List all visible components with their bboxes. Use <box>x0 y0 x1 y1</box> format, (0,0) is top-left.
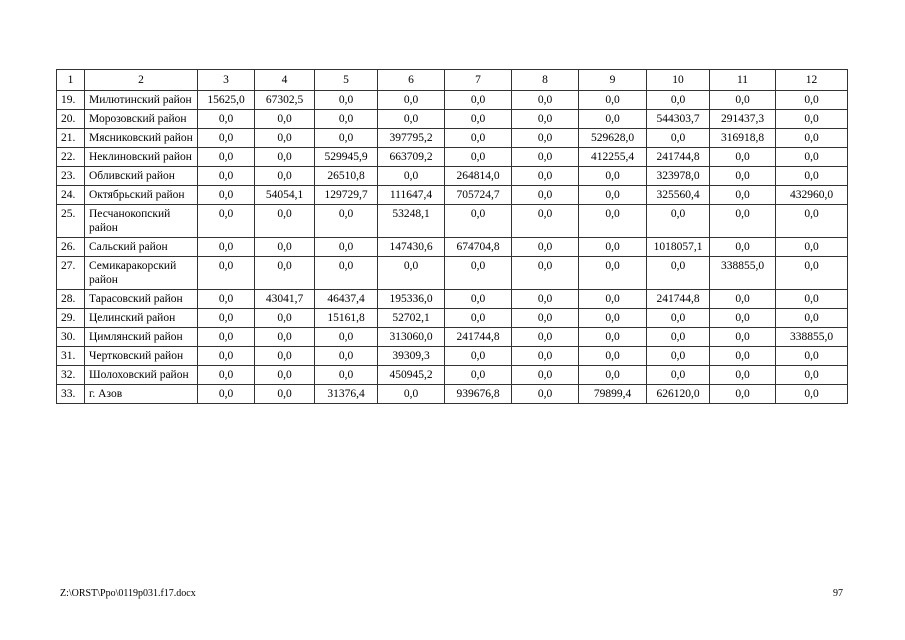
value-cell: 0,0 <box>776 366 848 385</box>
value-cell: 241744,8 <box>647 290 710 309</box>
table-row <box>57 257 848 290</box>
value-cell: 0,0 <box>255 257 315 290</box>
value-cell: 241744,8 <box>647 148 710 167</box>
value-cell: 0,0 <box>255 347 315 366</box>
value-cell: 0,0 <box>647 328 710 347</box>
value-cell: 939676,8 <box>445 385 512 404</box>
column-header: 1 <box>57 70 85 91</box>
value-cell: 412255,4 <box>579 148 647 167</box>
value-cell: 264814,0 <box>445 167 512 186</box>
value-cell: 67302,5 <box>255 91 315 110</box>
table-row <box>57 347 848 366</box>
table-row <box>57 238 848 257</box>
value-cell: 338855,0 <box>710 257 776 290</box>
value-cell: 313060,0 <box>378 328 445 347</box>
column-header: 9 <box>579 70 647 91</box>
value-cell: 0,0 <box>647 366 710 385</box>
value-cell: 0,0 <box>512 257 579 290</box>
value-cell: 0,0 <box>255 366 315 385</box>
row-number: 33. <box>57 385 85 404</box>
table-row <box>57 110 848 129</box>
value-cell: 15161,8 <box>315 309 378 328</box>
value-cell: 0,0 <box>512 167 579 186</box>
value-cell: 54054,1 <box>255 186 315 205</box>
value-cell: 129729,7 <box>315 186 378 205</box>
header-row <box>57 70 848 91</box>
value-cell: 0,0 <box>198 238 255 257</box>
value-cell: 0,0 <box>579 186 647 205</box>
district-name: Обливский район <box>85 167 198 186</box>
row-number: 22. <box>57 148 85 167</box>
value-cell: 52702,1 <box>378 309 445 328</box>
value-cell: 0,0 <box>255 148 315 167</box>
value-cell: 397795,2 <box>378 129 445 148</box>
value-cell: 0,0 <box>315 347 378 366</box>
value-cell: 0,0 <box>255 309 315 328</box>
value-cell: 0,0 <box>198 129 255 148</box>
value-cell: 450945,2 <box>378 366 445 385</box>
value-cell: 0,0 <box>198 385 255 404</box>
value-cell: 53248,1 <box>378 205 445 238</box>
row-number: 32. <box>57 366 85 385</box>
row-number: 24. <box>57 186 85 205</box>
district-name: Сальский район <box>85 238 198 257</box>
district-name: Милютинский район <box>85 91 198 110</box>
value-cell: 0,0 <box>378 110 445 129</box>
table-row <box>57 290 848 309</box>
value-cell: 0,0 <box>512 347 579 366</box>
district-name: г. Азов <box>85 385 198 404</box>
value-cell: 0,0 <box>198 110 255 129</box>
row-number: 19. <box>57 91 85 110</box>
value-cell: 0,0 <box>315 238 378 257</box>
value-cell: 241744,8 <box>445 328 512 347</box>
value-cell: 0,0 <box>512 238 579 257</box>
value-cell: 0,0 <box>198 186 255 205</box>
column-header: 2 <box>85 70 198 91</box>
value-cell: 195336,0 <box>378 290 445 309</box>
row-number: 21. <box>57 129 85 148</box>
value-cell: 0,0 <box>512 129 579 148</box>
value-cell: 0,0 <box>198 167 255 186</box>
district-name: Целинский район <box>85 309 198 328</box>
value-cell: 0,0 <box>710 385 776 404</box>
value-cell: 0,0 <box>710 167 776 186</box>
footer-file-path: Z:\ORST\Ppo\0119p031.f17.docx <box>60 588 196 599</box>
value-cell: 0,0 <box>710 366 776 385</box>
district-name: Октябрьский район <box>85 186 198 205</box>
value-cell: 0,0 <box>198 257 255 290</box>
value-cell: 43041,7 <box>255 290 315 309</box>
value-cell: 0,0 <box>710 91 776 110</box>
value-cell: 0,0 <box>445 347 512 366</box>
value-cell: 0,0 <box>579 290 647 309</box>
value-cell: 0,0 <box>315 129 378 148</box>
value-cell: 0,0 <box>647 257 710 290</box>
value-cell: 0,0 <box>710 347 776 366</box>
district-name: Морозовский район <box>85 110 198 129</box>
district-name: Шолоховский район <box>85 366 198 385</box>
value-cell: 0,0 <box>255 328 315 347</box>
value-cell: 0,0 <box>445 290 512 309</box>
value-cell: 0,0 <box>255 385 315 404</box>
value-cell: 0,0 <box>647 205 710 238</box>
value-cell: 0,0 <box>579 167 647 186</box>
row-number: 26. <box>57 238 85 257</box>
value-cell: 0,0 <box>579 238 647 257</box>
value-cell: 432960,0 <box>776 186 848 205</box>
value-cell: 0,0 <box>255 205 315 238</box>
table-row <box>57 205 848 238</box>
value-cell: 0,0 <box>315 328 378 347</box>
district-name: Семикаракорский район <box>85 257 198 290</box>
value-cell: 0,0 <box>776 385 848 404</box>
value-cell: 0,0 <box>776 167 848 186</box>
value-cell: 0,0 <box>776 238 848 257</box>
value-cell: 0,0 <box>198 290 255 309</box>
row-number: 30. <box>57 328 85 347</box>
value-cell: 316918,8 <box>710 129 776 148</box>
value-cell: 0,0 <box>776 290 848 309</box>
value-cell: 0,0 <box>445 257 512 290</box>
value-cell: 0,0 <box>647 347 710 366</box>
value-cell: 0,0 <box>315 91 378 110</box>
value-cell: 0,0 <box>579 110 647 129</box>
column-header: 11 <box>710 70 776 91</box>
column-header: 10 <box>647 70 710 91</box>
value-cell: 0,0 <box>315 110 378 129</box>
column-header: 3 <box>198 70 255 91</box>
value-cell: 0,0 <box>378 91 445 110</box>
value-cell: 626120,0 <box>647 385 710 404</box>
value-cell: 0,0 <box>776 205 848 238</box>
value-cell: 0,0 <box>710 328 776 347</box>
value-cell: 0,0 <box>776 148 848 167</box>
district-name: Цимлянский район <box>85 328 198 347</box>
column-header: 8 <box>512 70 579 91</box>
value-cell: 0,0 <box>445 148 512 167</box>
value-cell: 0,0 <box>255 238 315 257</box>
value-cell: 79899,4 <box>579 385 647 404</box>
value-cell: 0,0 <box>445 366 512 385</box>
district-name: Неклиновский район <box>85 148 198 167</box>
value-cell: 0,0 <box>579 366 647 385</box>
value-cell: 0,0 <box>512 110 579 129</box>
value-cell: 0,0 <box>315 257 378 290</box>
value-cell: 0,0 <box>579 257 647 290</box>
district-name: Мясниковский район <box>85 129 198 148</box>
column-header: 12 <box>776 70 848 91</box>
value-cell: 0,0 <box>255 167 315 186</box>
district-name: Тарасовский район <box>85 290 198 309</box>
value-cell: 0,0 <box>445 129 512 148</box>
value-cell: 0,0 <box>378 385 445 404</box>
value-cell: 0,0 <box>579 347 647 366</box>
column-header: 7 <box>445 70 512 91</box>
row-number: 28. <box>57 290 85 309</box>
table-row <box>57 167 848 186</box>
value-cell: 663709,2 <box>378 148 445 167</box>
value-cell: 0,0 <box>710 309 776 328</box>
value-cell: 0,0 <box>579 328 647 347</box>
table-row <box>57 129 848 148</box>
column-header: 6 <box>378 70 445 91</box>
value-cell: 0,0 <box>445 309 512 328</box>
value-cell: 0,0 <box>255 129 315 148</box>
value-cell: 0,0 <box>776 347 848 366</box>
value-cell: 0,0 <box>579 309 647 328</box>
value-cell: 0,0 <box>647 309 710 328</box>
value-cell: 0,0 <box>198 347 255 366</box>
value-cell: 1018057,1 <box>647 238 710 257</box>
row-number: 31. <box>57 347 85 366</box>
row-number: 25. <box>57 205 85 238</box>
value-cell: 0,0 <box>579 91 647 110</box>
value-cell: 31376,4 <box>315 385 378 404</box>
page-number: 97 <box>833 588 843 599</box>
value-cell: 0,0 <box>512 385 579 404</box>
value-cell: 529945,9 <box>315 148 378 167</box>
table-row <box>57 91 848 110</box>
table-row <box>57 328 848 347</box>
column-header: 4 <box>255 70 315 91</box>
value-cell: 0,0 <box>315 366 378 385</box>
value-cell: 0,0 <box>512 186 579 205</box>
value-cell: 674704,8 <box>445 238 512 257</box>
value-cell: 291437,3 <box>710 110 776 129</box>
value-cell: 323978,0 <box>647 167 710 186</box>
value-cell: 0,0 <box>647 91 710 110</box>
value-cell: 0,0 <box>378 257 445 290</box>
value-cell: 0,0 <box>776 91 848 110</box>
value-cell: 46437,4 <box>315 290 378 309</box>
value-cell: 0,0 <box>710 148 776 167</box>
row-number: 29. <box>57 309 85 328</box>
value-cell: 0,0 <box>445 91 512 110</box>
district-name: Чертковский район <box>85 347 198 366</box>
data-table <box>56 69 848 404</box>
table-row <box>57 186 848 205</box>
value-cell: 0,0 <box>776 129 848 148</box>
value-cell: 0,0 <box>198 328 255 347</box>
value-cell: 0,0 <box>776 257 848 290</box>
value-cell: 0,0 <box>198 148 255 167</box>
value-cell: 0,0 <box>710 186 776 205</box>
value-cell: 0,0 <box>512 91 579 110</box>
value-cell: 0,0 <box>512 148 579 167</box>
table-row <box>57 309 848 328</box>
value-cell: 0,0 <box>710 290 776 309</box>
value-cell: 0,0 <box>512 205 579 238</box>
value-cell: 0,0 <box>647 129 710 148</box>
table-row <box>57 366 848 385</box>
value-cell: 39309,3 <box>378 347 445 366</box>
table-row <box>57 148 848 167</box>
value-cell: 0,0 <box>512 290 579 309</box>
value-cell: 0,0 <box>512 328 579 347</box>
value-cell: 0,0 <box>445 110 512 129</box>
value-cell: 0,0 <box>445 205 512 238</box>
value-cell: 338855,0 <box>776 328 848 347</box>
row-number: 23. <box>57 167 85 186</box>
value-cell: 544303,7 <box>647 110 710 129</box>
row-number: 20. <box>57 110 85 129</box>
column-header: 5 <box>315 70 378 91</box>
district-name: Песчанокопский район <box>85 205 198 238</box>
value-cell: 0,0 <box>512 309 579 328</box>
value-cell: 529628,0 <box>579 129 647 148</box>
value-cell: 0,0 <box>710 238 776 257</box>
value-cell: 147430,6 <box>378 238 445 257</box>
value-cell: 325560,4 <box>647 186 710 205</box>
value-cell: 0,0 <box>710 205 776 238</box>
value-cell: 0,0 <box>378 167 445 186</box>
row-number: 27. <box>57 257 85 290</box>
value-cell: 0,0 <box>198 366 255 385</box>
table-row <box>57 385 848 404</box>
value-cell: 0,0 <box>198 309 255 328</box>
value-cell: 0,0 <box>315 205 378 238</box>
value-cell: 111647,4 <box>378 186 445 205</box>
value-cell: 0,0 <box>512 366 579 385</box>
value-cell: 26510,8 <box>315 167 378 186</box>
value-cell: 0,0 <box>776 309 848 328</box>
value-cell: 15625,0 <box>198 91 255 110</box>
value-cell: 705724,7 <box>445 186 512 205</box>
value-cell: 0,0 <box>776 110 848 129</box>
value-cell: 0,0 <box>579 205 647 238</box>
value-cell: 0,0 <box>198 205 255 238</box>
value-cell: 0,0 <box>255 110 315 129</box>
